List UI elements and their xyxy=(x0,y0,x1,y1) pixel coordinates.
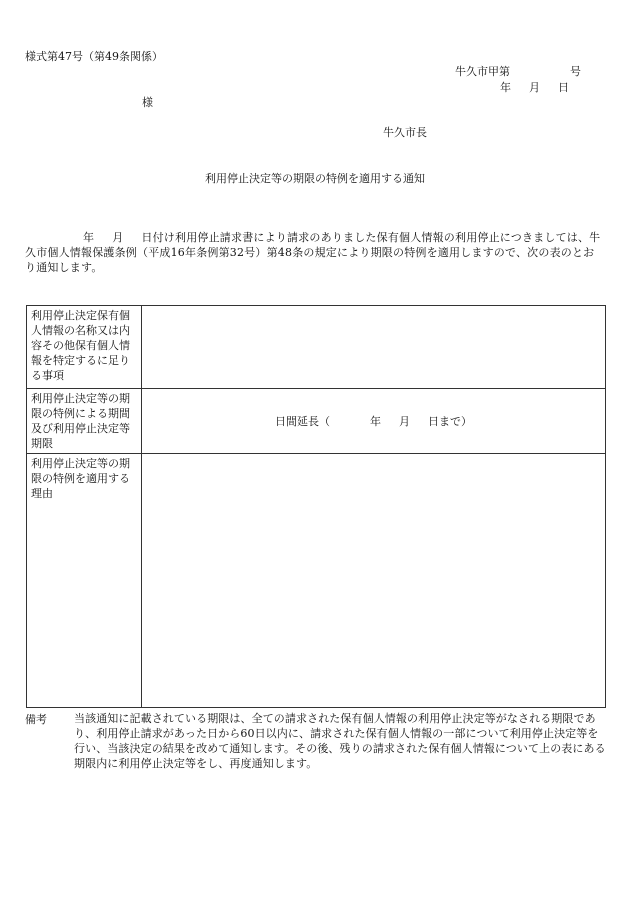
table-row xyxy=(27,306,606,389)
row-label-extension-period: 利用停止決定等の期限の特例による期間及び利用停止決定等期限 xyxy=(27,389,142,454)
body-paragraph xyxy=(25,230,605,275)
body-month: 月 xyxy=(112,231,124,244)
document-number xyxy=(455,63,581,79)
extension-month: 月 xyxy=(399,414,410,428)
doc-number-prefix: 牛久市甲第 xyxy=(455,65,510,78)
remarks-label: 備考 xyxy=(25,713,47,726)
document-title: 利用停止決定等の期限の特例を適用する通知 xyxy=(205,172,425,185)
row-value-extension-period xyxy=(142,389,606,454)
sender: 牛久市長 xyxy=(383,126,427,139)
date-month: 月 xyxy=(529,81,540,94)
extension-day: 日まで） xyxy=(428,414,472,428)
form-id: 様式第47号（第49条関係） xyxy=(25,50,163,63)
date-day: 日 xyxy=(558,81,569,94)
info-table xyxy=(26,305,606,708)
table-row xyxy=(27,389,606,454)
remarks-text: 当該通知に記載されている期限は、全ての請求された保有個人情報の利用停止決定等がなされる期限であり、利用停止請求があった日から60日以内に、請求された保有個人情報の一部について利用停止決定等を行い、当該決定の結果を改めて通知します。その後、残りの請求された保有個人情報について上の表にある期限内に利用停止決定等をし、再度通知します。 xyxy=(74,712,606,770)
issue-date xyxy=(500,79,569,95)
date-year: 年 xyxy=(500,81,511,94)
doc-number-suffix: 号 xyxy=(570,65,581,78)
extension-year: 年 xyxy=(370,414,381,428)
addressee: 様 xyxy=(142,96,153,109)
row-label-target-info: 利用停止決定保有個人情報の名称又は内容その他保有個人情報を特定するに足りる事項 xyxy=(27,306,142,389)
extension-days: 日間延長（ xyxy=(275,414,330,428)
body-year: 年 xyxy=(83,231,95,244)
row-label-reason: 利用停止決定等の期限の特例を適用する理由 xyxy=(27,454,142,708)
body-text: 日付け利用停止請求書により請求のありました保有個人情報の利用停止につきましては、牛久市個人情報保護条例（平成16年条例第32号）第48条の規定により期限の特例を適用しますので、次の表のとおり通知します。 xyxy=(25,231,601,274)
row-value-target-info xyxy=(142,306,606,389)
table-row xyxy=(27,454,606,708)
row-value-reason xyxy=(142,454,606,708)
